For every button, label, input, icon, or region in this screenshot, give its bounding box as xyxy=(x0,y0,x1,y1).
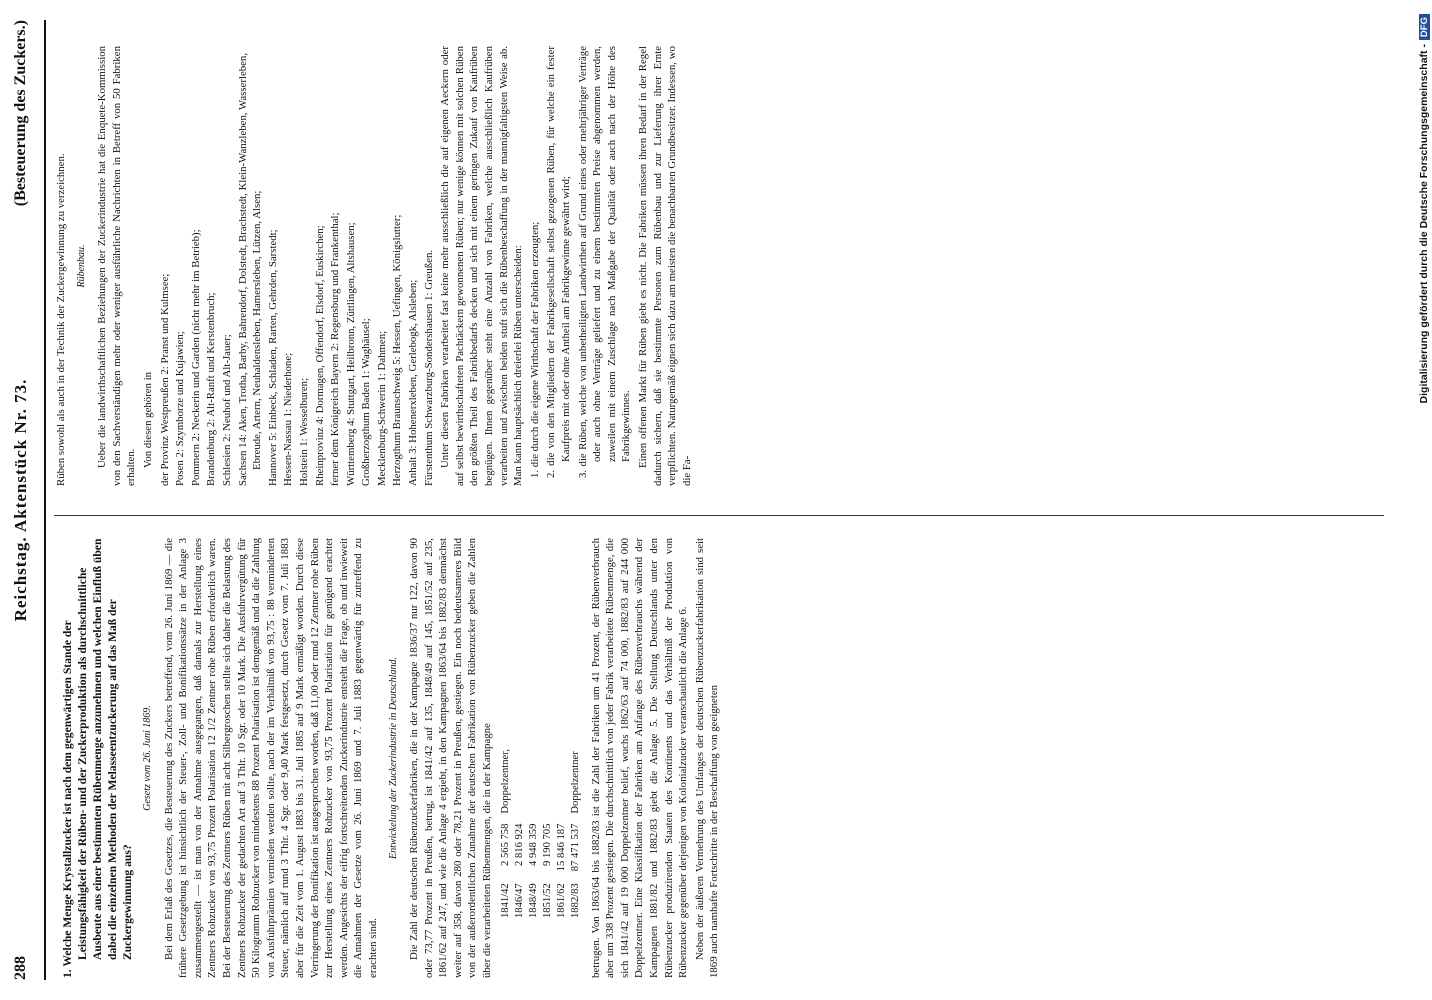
table-year: 1848/49 xyxy=(527,883,539,918)
paragraph: Die Zahl der deutschen Rübenzuckerfabriken, die in der Kampagne 1836/37 nur 122, davon 90 oder 73,77 Prozent in Preußen, betrug, ist 1841/42 auf 135, 1848/49 auf 145, 1851/52 auf 235, 1861/62 auf 247, und wie die Anlage 4 ergiebt, in den Kampagnen 1863/64 bis 1882/83 demnächst weiter auf 358, davon 280 oder 78,21 Prozent in Preußen, gestiegen. Ein noch bedeutsameres Bild von der außerordentlichen Zunahme der deutschen Fabrikation von Rübenzucker geben die Zahlen über die verarbeiteten Rübenmengen, die in der Kampagne xyxy=(408,538,494,978)
list-item: Großherzogthum Baden 1: Waghäusel; xyxy=(360,318,373,486)
numbered-list xyxy=(528,46,634,486)
list-item: Hannover 5: Einbeck, Schladen, Rarten, Gehrden, Sarstedt; xyxy=(266,229,279,486)
table-value: 15 846 187 xyxy=(555,823,567,872)
table-unit xyxy=(541,737,555,814)
paragraph: Unter diesen Fabriken verarbeitet fast keine mehr ausschließlich die auf eigenen Aeckern oder auf selbst bewirthschafteten Pachtäckern gewonnenen Rüben; nur wenige können mit solchen Rüben den größten Theil des Fabrikbedarfs decken und sich mit einem geringen Zukauf von Kaufrüben begnügen. Ihnen gegenüber steht eine Anzahl von Fabriken, welche ausschließlich Kaufrüben verarbeiten und zwischen beiden stuft sich die Rübenbeschaffung in der mannigfaltigsten Weise ab. Man kann hauptsächlich dreierlei Rüben unterscheiden: xyxy=(439,46,525,486)
section-subheading: Entwickelung der Zuckerindustrie in Deutschland. xyxy=(387,657,399,859)
table-value: 87 471 537 xyxy=(569,823,581,872)
table-row xyxy=(527,737,541,918)
question-heading: 1. Welche Menge Krystallzucker ist nach dem gegenwärtigen Stande der Leistungsfähigkeit der Rüben- und der Zuckerproduktion als durchschnittliche Ausbeute aus einer bestimmten Rübenmenge anzunehmen und welchen Einfluß üben dabei die einzelnen Methoden der Melasseentzuckerung auf das Maß der Zuckergewinnung aus? xyxy=(61,538,134,978)
list-item: Brandenburg 2: Alt-Ranft und Kerstenbruch; xyxy=(205,292,218,486)
list-item: Holstein 1: Wesselburen; xyxy=(297,377,310,486)
column-divider xyxy=(54,515,1384,516)
table-unit xyxy=(513,737,527,814)
list-item: Anhalt 3: Hohenerxleben, Gerlebogk, Alsleben; xyxy=(407,279,420,486)
table-year: 1846/47 xyxy=(513,883,525,918)
list-item: Mecklenburg-Schwerin 1: Dahmen; xyxy=(375,330,388,486)
paragraph: betrugen. Von 1863/64 bis 1882/83 ist die Zahl der Fabriken um 41 Prozent, der Rübenverbrauch aber um 338 Prozent gestiegen. Die durchschnittlich von jeder Fabrik verarbeitete Rübenmenge, die sich 1841/42 auf 19 000 Doppelzentner belief, wuchs 1862/63 auf 74 000, 1882/83 auf 244 000 Doppelzentner. Eine Klassifikation der Fabriken am Anfange des Rübenverbrauchs während der Kampagnen 1881/82 und 1882/83 giebt die Anlage 5. Die Stellung Deutschlands unter den Rübenzucker produzirenden Staaten des Kontinents und das Verhältniß der Produktion von Rübenzucker gegenüber derjenigen von Kolonialzucker veranschaulicht die Anlage 6. xyxy=(589,538,690,978)
table-row xyxy=(569,737,583,918)
table-value: 2 565 758 xyxy=(499,823,511,866)
table-year: 1841/42 xyxy=(499,883,511,918)
left-column xyxy=(54,538,1410,978)
table-unit xyxy=(527,737,541,814)
table-value: 2 816 924 xyxy=(513,823,525,866)
header-rule xyxy=(44,20,46,980)
list-item: Württemberg 4: Stuttgart, Heilbronn, Züttlingen, Altshausen; xyxy=(344,222,357,486)
list-item: Posen 2: Szymborze und Kujawien; xyxy=(174,331,187,486)
list-item: Pommern 2: Neckerin und Garden (nicht mehr im Betrieb); xyxy=(189,229,202,486)
header-right-title: (Besteuerung des Zuckers.) xyxy=(12,20,29,207)
header-center-title: Reichstag. Aktenstück Nr. 73. xyxy=(11,378,30,622)
table-year: 1882/83 xyxy=(569,883,581,918)
paragraph: Neben der äußeren Vermehrung des Umfanges der deutschen Rübenzuckerfabrikation sind seit 1869 auch namhafte Fortschritte in der Beschaffung von geeigneten xyxy=(693,538,721,978)
table-row xyxy=(499,737,513,918)
list-item: 3. die Rüben, welche von unbetheiligten Landwirthen auf Grund eines oder mehrjähriger Verträge oder auch ohne Verträge geliefert und zu einem bestimmten Preise abgenommen werden, zuweilen mit einem Zuschlage nach Maßgabe der Qualität oder auch nach der Höhe des Fabrikgewinnes. xyxy=(576,46,633,478)
table-unit: Doppelzentner xyxy=(569,751,581,814)
paragraph: Rüben sowohl als auch in der Technik der Zuckergewinnung zu verzeichnen. xyxy=(55,153,67,486)
list-item: Herzogthum Braunschweig 5: Hessen, Uefingen, Königslutter; xyxy=(391,214,404,486)
section-subheading: Rübenbau. xyxy=(75,244,87,288)
list-item: ferner dem Königreich Bayern 2: Regensburg und Frankenthal; xyxy=(329,212,342,486)
list-item: 2. die von den Mitgliedern der Fabrikgesellschaft selbst gezogenen Rüben, für welche ein fester Kaufpreis mit oder ohne Antheil am Fabrikgewinne gewährt wird; xyxy=(545,46,572,478)
table-row xyxy=(541,737,555,918)
table-value: 9 190 705 xyxy=(541,823,553,866)
page-header xyxy=(6,20,40,980)
footer-text: Digitalisierung gefördert durch die Deutsche Forschungsgemeinschaft - xyxy=(1418,44,1430,404)
digitization-footer xyxy=(1414,0,1432,1000)
table-unit xyxy=(555,737,569,814)
table-value: 4 948 359 xyxy=(527,823,539,866)
table-year: 1851/52 xyxy=(541,883,553,918)
list-item: Schlesien 2: Neuhof und Alt-Jauer; xyxy=(220,334,233,486)
list-item: Sachsen 14: Aken, Trotha, Barby, Bahrendorf, Dolstedt, Brachstedt, Klein-Wanzleben, Wasserleben, Ebreude, Artern, Neuhaldensleben, Hamersleben, Lützen, Alsen; xyxy=(236,52,264,486)
paragraph: Ueber die landwirthschaftlichen Beziehungen der Zuckerindustrie hat die Enquete-Kommission von den Sachverständigen mehr oder weniger ausführliche Nachrichten in Betreff von 50 Fabriken erhalten. xyxy=(96,46,138,486)
table-unit: Doppelzentner, xyxy=(499,749,511,814)
table-row xyxy=(513,737,527,918)
table-year: 1861/62 xyxy=(555,883,567,918)
list-item: der Provinz Westpreußen 2: Pranst und Kulmsee; xyxy=(158,273,171,486)
list-item: Fürstenthum Schwarzburg-Sondershausen 1: Greußen. xyxy=(422,249,435,486)
table-row xyxy=(555,737,569,918)
law-reference: Gesetz vom 26. Juni 1869. xyxy=(142,705,153,811)
right-column xyxy=(54,46,1410,486)
factory-list xyxy=(158,46,437,486)
beet-quantity-table xyxy=(499,737,583,918)
paragraph: Von diesen gehören in xyxy=(141,371,154,468)
list-item: Rheinprovinz 4: Dormagen, Offendorf, Elsdorf, Euskirchen; xyxy=(313,225,326,486)
page-number: 288 xyxy=(12,956,29,980)
dfg-logo: DFG xyxy=(1419,14,1430,40)
paragraph: Einen offenen Markt für Rüben giebt es nicht. Die Fabriken müssen ihren Bedarf in der Regel dadurch sichern, daß sie bestimmte Personen zum Rübenbau und zur Lieferung ihrer Ernte verpflichten. Naturgemäß eignen sich dazu am meisten die benachbarten Grundbesitzer. Indessen, wo die Fa- xyxy=(636,46,693,486)
list-item: Hessen-Nassau 1: Niederhone; xyxy=(282,352,295,486)
paragraph: Bei dem Erlaß des Gesetzes, die Besteuerung des Zuckers betreffend, vom 26. Juni 1869 — die frühere Gesetzgebung ist hinsichtlich der Steuer-, Zoll- und Bonifikationssätze in der Anlage 3 zusammengestellt — ist man von der Annahme ausgegangen, daß damals zur Herstellung eines Zentners Rohzucker von 93,75 Prozent Polarisation 12 1/2 Zentner rohe Rüben erforderlich waren. Bei der Besteuerung des Zentners Rüben mit acht Silbergroschen stellte sich daher die Belastung des Zentners Rohzucker der gedachten Art auf 3 Thlr. 10 Sgr. oder 10 Mark. Die Ausfuhrvergütung für 50 Kilogramm Rohzucker von mindestens 88 Prozent Polarisation ist demgemäß und da die Zahlung von Ausfuhrprämien vermieden werden sollte, nach der im Verhältniß von 93,75 : 88 verminderten Steuer, nämlich auf rund 3 Thlr. 4 Sgr. oder 9,40 Mark festgesetzt, durch Gesetz vom 7. Juli 1883 aber für die Zeit vom 1. August 1883 bis 31. Juli 1885 auf 9 Mark ermäßigt worden. Durch diese Verringerung der Bonifikation ist ausgesprochen worden, daß 11,00 oder rund 12 Zentner rohe Rüben zur Herstellung eines Zentners Rohzucker von 93,75 Prozent Polarisation für genügend erachtet werden. Angesichts der eifrig fortschreitenden Zuckerindustrie entsteht die Frage, ob und inwieweit die Annahmen der Gesetze vom 26. Juni 1869 und 7. Juli 1883 gegenwärtig für zutreffend zu erachten sind. xyxy=(162,538,379,978)
footer-text-wrapper xyxy=(1418,0,1432,1000)
list-item: 1. die durch die eigene Wirthschaft der Fabriken erzeugten; xyxy=(528,221,541,478)
